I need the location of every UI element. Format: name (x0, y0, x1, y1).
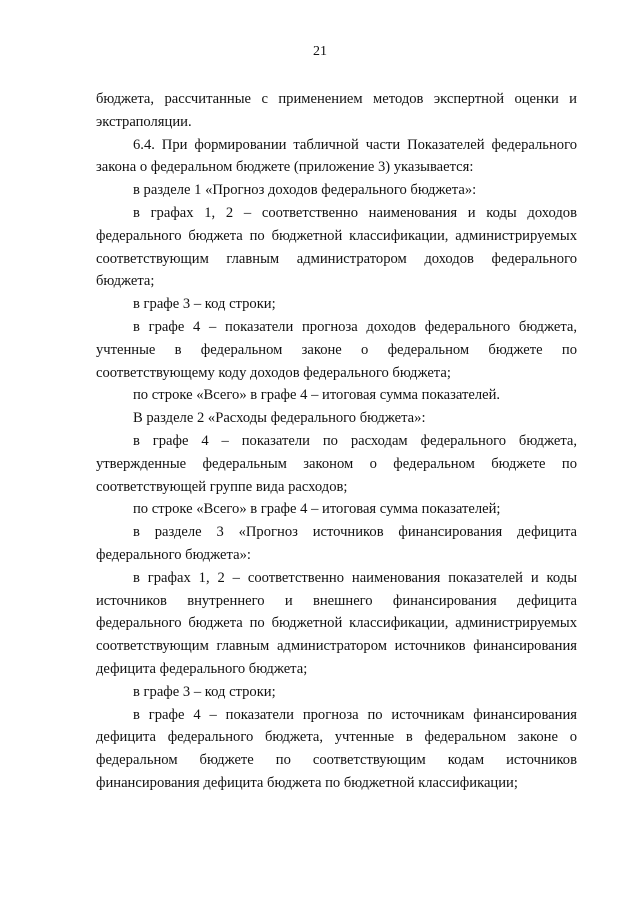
paragraph (96, 681, 577, 704)
paragraph (96, 316, 577, 384)
text-line: соответствующей группе вида расходов; (96, 478, 348, 495)
paragraph (96, 407, 577, 430)
text-line: бюджета, рассчитанные с применением методов экспертной оценки и (96, 91, 577, 107)
text-line: 6.4. При формировании табличной части Показателей федерального (133, 136, 577, 153)
text-line: в графах 1, 2 – соответственно наименования показателей и коды (133, 569, 577, 586)
text-line: в графах 1, 2 – соответственно наименования и коды доходов (133, 204, 577, 221)
paragraph (96, 202, 577, 293)
text-line: бюджета; (96, 273, 155, 290)
text-line: в разделе 3 «Прогноз источников финансирования дефицита (133, 524, 577, 541)
text-line: дефицита федерального бюджета, учтенные в федеральном законе о (96, 729, 577, 746)
paragraph (96, 521, 577, 567)
text-line: в графе 4 – показатели по расходам федерального бюджета, (133, 432, 577, 449)
text-line: в разделе 1 «Прогноз доходов федерального бюджета»: (133, 182, 477, 199)
text-line: соответствующим главным администратором источников финансирования (96, 638, 577, 655)
text-line: федеральном бюджете по соответствующим кодам источников (96, 752, 577, 769)
text-line: федерального бюджета по бюджетной классификации, администрируемых (96, 227, 577, 244)
text-line: соответствующим главным администратором доходов федерального (96, 250, 577, 267)
page-number: 21 (313, 44, 327, 59)
paragraph (96, 88, 577, 134)
text-line: учтенные в федеральном законе о федеральном бюджете по (96, 341, 577, 358)
text-line: финансирования дефицита бюджета по бюджетной классификации; (96, 774, 518, 791)
text-line: утвержденные федеральным законом о федеральном бюджете по (96, 455, 577, 472)
text-line: закона о федеральном бюджете (приложение 3) указывается: (96, 159, 474, 176)
paragraph (96, 384, 577, 407)
text-line: в графе 3 – код строки; (133, 296, 276, 313)
paragraph (96, 179, 577, 202)
text-line: в графе 3 – код строки; (133, 683, 276, 700)
paragraph (96, 567, 577, 681)
paragraph (96, 498, 577, 521)
text-line: экстраполяции. (96, 113, 192, 130)
paragraph (96, 134, 577, 180)
text-line: по строке «Всего» в графе 4 – итоговая сумма показателей. (133, 387, 501, 404)
text-line: федерального бюджета»: (96, 546, 251, 563)
text-line: дефицита федерального бюджета; (96, 660, 308, 677)
text-line: по строке «Всего» в графе 4 – итоговая сумма показателей; (133, 501, 501, 518)
text-line: В разделе 2 «Расходы федерального бюджета»: (133, 410, 426, 427)
paragraph (96, 430, 577, 498)
text-line: соответствующему коду доходов федерального бюджета; (96, 364, 451, 381)
text-line: в графе 4 – показатели прогноза доходов федерального бюджета, (133, 318, 577, 335)
body-text (96, 88, 577, 795)
paragraph (96, 293, 577, 316)
paragraph (96, 704, 577, 795)
text-line: федерального бюджета по бюджетной классификации, администрируемых (96, 615, 577, 632)
text-line: в графе 4 – показатели прогноза по источникам финансирования (133, 706, 577, 723)
text-line: источников внутреннего и внешнего финансирования дефицита (96, 592, 577, 609)
